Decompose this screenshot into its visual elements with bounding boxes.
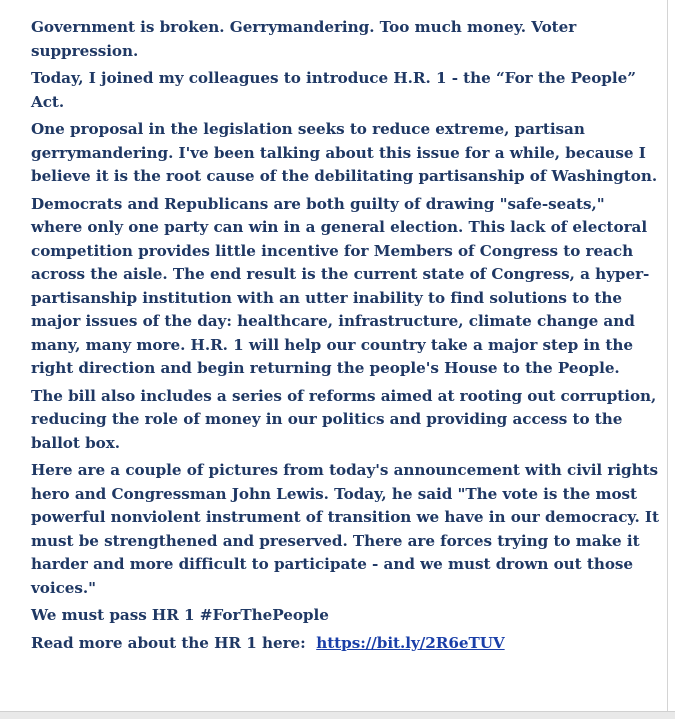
post-paragraph: Here are a couple of pictures from today's announcement with civil rights hero and Congressman John Lewis. Today, he said "The vote is the most powerful nonviolent instrument of transition we have in our democracy. It must be strengthened and preserved. There are forces trying to make it harder and more difficult to participate - and we must drown out those voices." — [31, 461, 659, 597]
post-paragraph: Today, I joined my colleagues to introduce H.R. 1 - the “For the People” Act. — [31, 69, 636, 111]
post-paragraph: Government is broken. Gerrymandering. Too much money. Voter suppression. — [31, 18, 577, 60]
read-more-link[interactable]: https://bit.ly/2R6eTUV — [316, 633, 505, 652]
post-paragraph: Democrats and Republicans are both guilty of drawing "safe-seats," where only one party can win in a general election. This lack of electoral competition provides little incentive for Members of Congress to reach across the aisle. The end result is the current state of Congress, a hyper-partisanship institution with an utter inability to find solutions to the major issues of the day: healthcare, infrastructure, climate change and many, many more. H.R. 1 will help our country take a major step in the right direction and begin returning the people's House to the People. — [31, 194, 650, 377]
post-paragraph-hashtag: We must pass HR 1 #ForThePeople — [31, 606, 329, 624]
read-more-line — [31, 632, 659, 656]
post-paragraph: The bill also includes a series of reforms aimed at rooting out corruption, reducing the role of money in our politics and providing access to the ballot box. — [31, 386, 657, 452]
read-more-text: Read more about the HR 1 here: — [31, 633, 317, 652]
post-paragraph: One proposal in the legislation seeks to reduce extreme, partisan gerrymandering. I've been talking about this issue for a while, because I believe it is the root cause of the debilitating partisanship of Washington. — [31, 120, 658, 185]
bottom-scroll-edge — [0, 711, 675, 719]
